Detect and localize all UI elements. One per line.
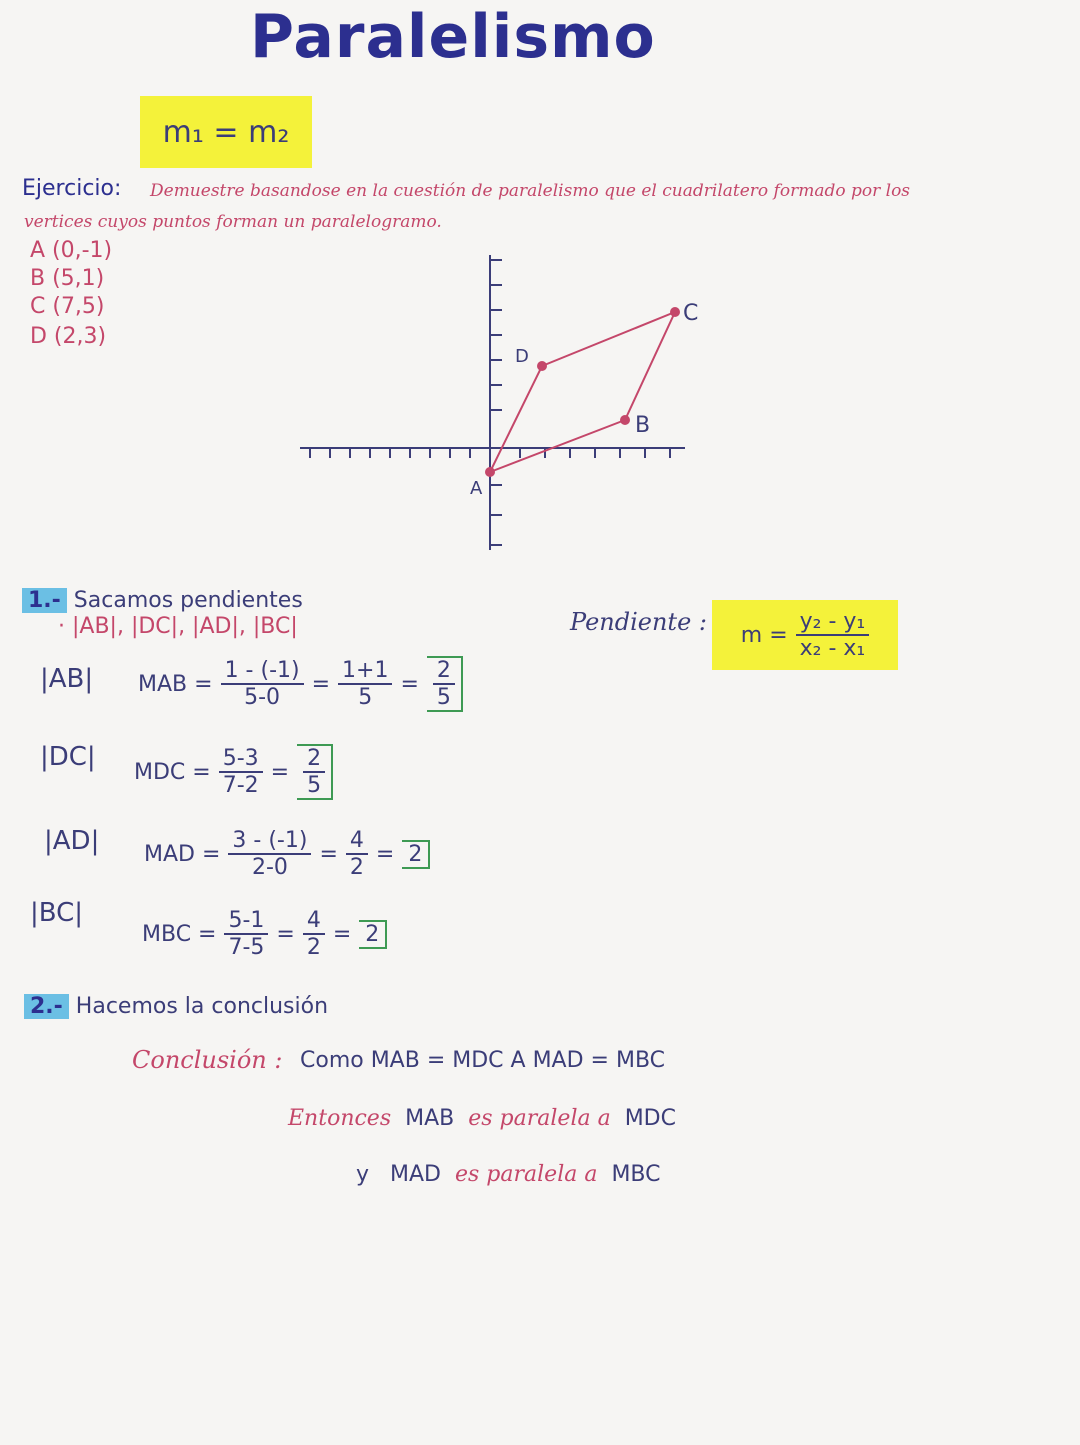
- y-ticks: [490, 260, 502, 545]
- conclusion-line-2-text: es paralela a: [468, 1106, 611, 1131]
- vertex-d: [537, 361, 547, 371]
- slope-dc-result-num: 2: [303, 746, 325, 773]
- slope-bc-num-2: 4: [303, 908, 325, 935]
- conclusion-line-3-mad: MAD: [390, 1162, 441, 1187]
- slope-bc-num-1: 5-1: [224, 908, 268, 935]
- slope-formula-numerator: y₂ - y₁: [796, 609, 870, 636]
- slope-ab-fraction-2: [338, 658, 392, 710]
- slope-ad-num-2: 4: [346, 828, 368, 855]
- slope-equality-formula: m₁ = m₂: [140, 96, 312, 168]
- slope-bc-symbol: MBC =: [142, 921, 217, 947]
- slope-ad-result: 2: [402, 840, 430, 869]
- slope-formula-m: m =: [740, 622, 788, 648]
- vertex-b: [620, 415, 630, 425]
- slope-ab-den-1: 5-0: [244, 685, 281, 710]
- parallelogram-graph: [290, 250, 710, 560]
- label-b: B: [635, 413, 651, 438]
- conclusion-line-3: [356, 1162, 661, 1187]
- step-2-text: Hacemos la conclusión: [75, 994, 329, 1019]
- slope-bc-den-1: 7-5: [228, 935, 265, 960]
- step-2: [24, 994, 328, 1019]
- slope-dc-result: [297, 744, 333, 800]
- slope-bc-fraction-1: [224, 908, 268, 960]
- slope-ab-result-num: 2: [433, 658, 455, 685]
- segment-ad-label: |AD|: [44, 826, 100, 856]
- point-c: C (7,5): [30, 294, 105, 319]
- slope-formula: [712, 600, 898, 670]
- slope-ad-calc: MAD = $\frac{3 - (-1)}{2-0}$ = $\frac{4}{2}$ = 2: [144, 828, 430, 880]
- slope-ad-fraction-2: [346, 828, 368, 880]
- label-c: C: [683, 301, 699, 326]
- slope-ab-calc: MAB = $\frac{1 - (-1)}{5-0}$ = $\frac{1+1}{5}$ = $\frac{2}{5}$: [138, 656, 463, 712]
- slope-bc-fraction-2: [303, 908, 325, 960]
- conclusion-line-2-mdc: MDC: [624, 1106, 676, 1131]
- conclusion-line-2-mab: MAB: [405, 1106, 455, 1131]
- slope-dc-calc: MDC = $\frac{5-3}{7-2}$ = $\frac{2}{5}$: [134, 744, 333, 800]
- slope-formula-denominator: x₂ - x₁: [799, 636, 866, 661]
- slope-ad-den-1: 2-0: [251, 855, 288, 880]
- conclusion-line-2: [288, 1106, 676, 1131]
- slope-dc-symbol: MDC =: [134, 759, 211, 785]
- point-a: A (0,-1): [30, 238, 113, 263]
- slope-ab-symbol: MAB =: [138, 671, 213, 697]
- slope-ab-result: [427, 656, 463, 712]
- slope-ab-num-2: 1+1: [338, 658, 392, 685]
- conclusion-line-2-entonces: Entonces: [288, 1106, 392, 1131]
- slope-dc-num-1: 5-3: [219, 746, 263, 773]
- conclusion-line-3-y: y: [356, 1162, 370, 1187]
- exercise-text-line1: Demuestre basandose en la cuestión de paralelismo que el cuadrilatero formado por los: [150, 181, 911, 201]
- slope-dc-den-1: 7-2: [222, 773, 259, 798]
- label-a: A: [470, 478, 483, 499]
- slope-ad-num-1: 3 - (-1): [228, 828, 311, 855]
- slope-formula-fraction: [796, 609, 870, 661]
- slope-dc-fraction-1: [219, 746, 263, 798]
- page-title: Paralelismo: [250, 2, 656, 72]
- vertex-c: [670, 307, 680, 317]
- slope-bc-calc: MBC = $\frac{5-1}{7-5}$ = $\frac{4}{2}$ = 2: [142, 908, 387, 960]
- slope-ab-fraction-1: [221, 658, 304, 710]
- segment-ab-label: |AB|: [40, 664, 94, 694]
- segment-list: · |AB|, |DC|, |AD|, |BC|: [58, 614, 298, 639]
- exercise-text-line2: vertices cuyos puntos forman un paralelogramo.: [24, 212, 442, 232]
- conclusion-line-1: Como MAB = MDC A MAD = MBC: [300, 1048, 666, 1073]
- step-2-number: 2.-: [24, 994, 69, 1019]
- slope-dc-result-den: 5: [307, 773, 322, 798]
- step-1: [22, 588, 303, 613]
- step-1-number: 1.-: [22, 588, 67, 613]
- slope-bc-den-2: 2: [306, 935, 321, 960]
- segment-dc-label: |DC|: [40, 742, 96, 772]
- conclusion-line-3-text: es paralela a: [455, 1162, 598, 1187]
- point-b: B (5,1): [30, 266, 105, 291]
- slope-ad-fraction-1: [228, 828, 311, 880]
- point-d: D (2,3): [30, 324, 107, 349]
- exercise-label: Ejercicio:: [22, 176, 122, 201]
- slope-ab-den-2: 5: [358, 685, 373, 710]
- step-1-text: Sacamos pendientes: [73, 588, 303, 613]
- slope-ad-symbol: MAD =: [144, 841, 221, 867]
- conclusion-line-3-mbc: MBC: [611, 1162, 661, 1187]
- slope-ad-den-2: 2: [349, 855, 364, 880]
- vertex-a: [485, 467, 495, 477]
- slope-bc-result: 2: [359, 920, 387, 949]
- slope-ab-num-1: 1 - (-1): [221, 658, 304, 685]
- segment-bc-label: |BC|: [30, 898, 84, 928]
- slope-ab-result-den: 5: [436, 685, 451, 710]
- slope-formula-label: Pendiente :: [570, 608, 707, 636]
- label-d: D: [515, 346, 529, 367]
- conclusion-label: Conclusión :: [132, 1046, 283, 1074]
